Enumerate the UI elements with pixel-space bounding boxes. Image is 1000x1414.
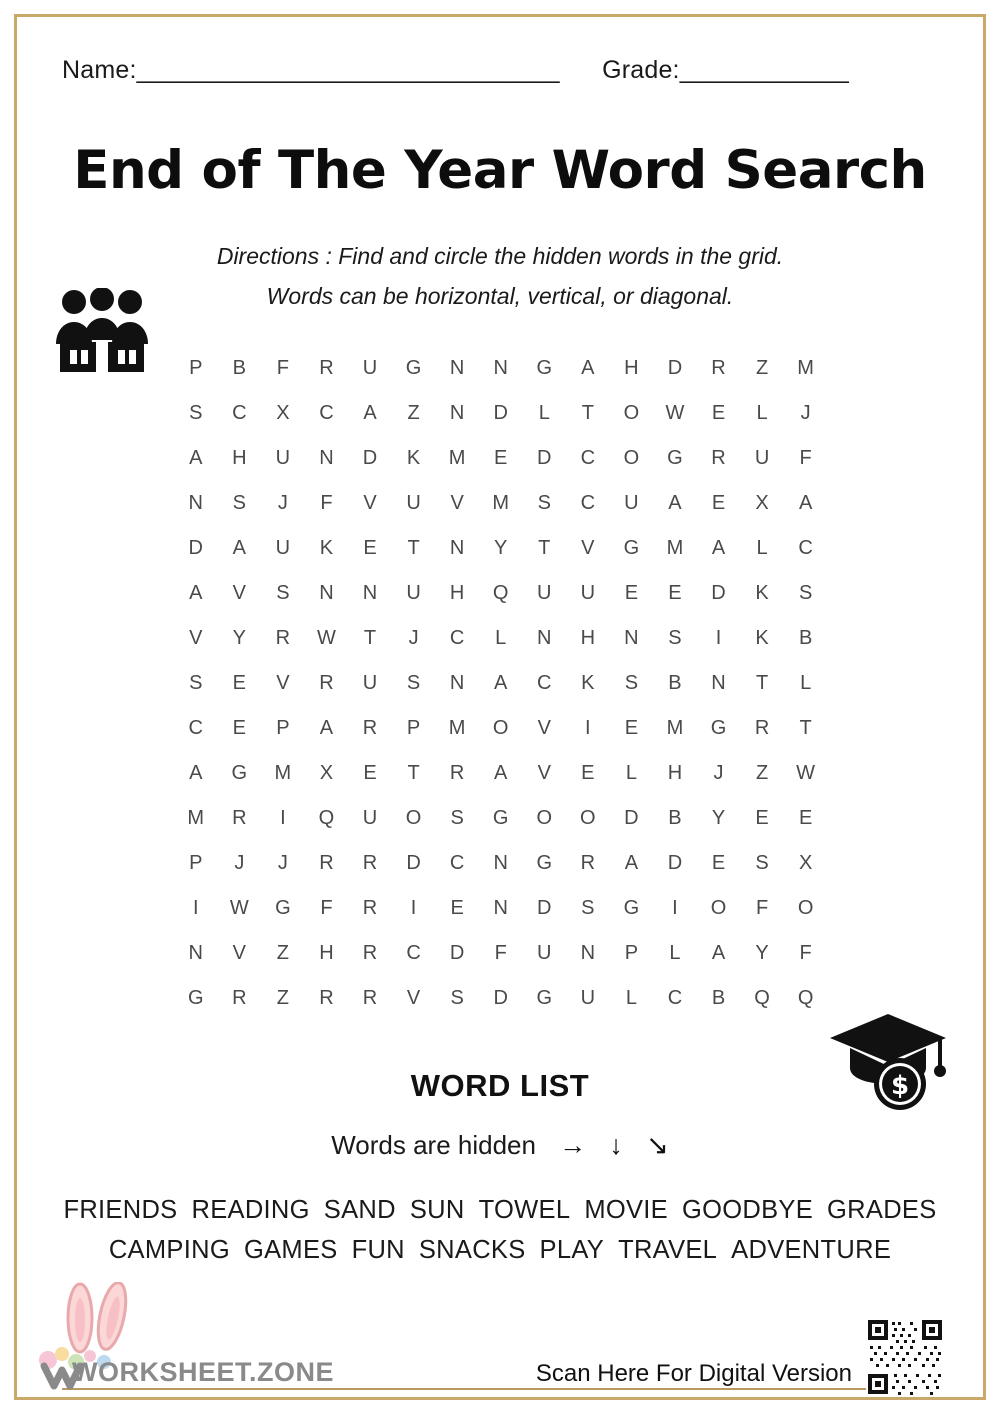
grid-row [176,796,826,841]
grid-cell[interactable]: L [669,942,681,964]
grid-cell[interactable]: Z [755,357,769,379]
grid-cell[interactable]: U [406,582,422,604]
grid-cell[interactable]: T [363,627,377,649]
word-list-item[interactable]: TOWEL [478,1196,571,1224]
arrow-diagonal-icon: ↘ [646,1130,669,1160]
word-list-item[interactable]: ADVENTURE [731,1236,892,1264]
grid-cell[interactable]: C [667,987,683,1009]
grid-cell[interactable]: U [275,537,291,559]
grid-cell[interactable]: M [492,492,510,514]
grid-cell[interactable]: C [537,672,552,694]
grid-cell[interactable]: N [188,942,204,964]
grid-cell[interactable]: D [493,402,509,424]
grid-cell[interactable]: G [536,852,553,874]
grid-cell[interactable]: N [493,357,509,379]
directions-line-1: Directions : Find and circle the hidden words in the grid. [216,243,784,269]
grid-cell[interactable]: F [799,942,813,964]
word-list-item[interactable]: FRIENDS [63,1196,178,1224]
grid-cell[interactable]: R [232,807,248,829]
qr-code[interactable] [866,1318,944,1396]
grid-cell[interactable]: W [229,897,250,919]
grid-cell[interactable]: M [797,357,815,379]
grid-cell[interactable]: Q [754,987,771,1009]
grid-cell[interactable]: D [537,897,552,919]
grid-cell[interactable]: A [668,492,683,514]
grid-cell[interactable]: B [711,987,726,1009]
grid-cell[interactable]: H [319,942,335,964]
grid-row [176,706,826,751]
grid-cell[interactable]: Z [276,942,290,964]
grid-cell[interactable]: R [319,852,335,874]
grid-cell[interactable]: L [625,762,638,784]
grid-cell[interactable]: S [668,627,683,649]
word-list-item[interactable]: GRADES [827,1196,937,1224]
grid-cell[interactable]: S [232,492,247,514]
grid-cell[interactable]: G [187,987,205,1009]
grid-cell[interactable]: R [711,357,727,379]
grid-cell[interactable]: S [189,672,203,694]
word-list-item[interactable]: SUN [409,1196,465,1224]
grid-cell[interactable]: V [450,492,465,514]
grid-cell[interactable]: X [755,492,770,514]
grid-cell[interactable]: W [665,402,685,424]
grid-cell[interactable]: J [277,492,289,514]
grid-row [176,346,826,391]
grid-cell[interactable]: O [536,807,553,829]
grid-cell[interactable]: R [362,942,378,964]
name-grade-row [62,56,938,85]
grid-cell[interactable]: L [495,627,507,649]
grid-cell[interactable]: R [711,447,727,469]
grid-cell[interactable]: J [713,762,724,784]
grid-cell[interactable]: R [449,762,465,784]
grid-cell[interactable]: R [362,987,378,1009]
grid-cell[interactable]: C [406,942,422,964]
grid-cell[interactable]: T [407,762,421,784]
grid-cell[interactable]: E [494,447,508,469]
grid-row [176,841,826,886]
grid-cell[interactable]: G [623,537,640,559]
grid-cell[interactable]: D [449,942,465,964]
page-title: End of The Year Word Search [73,140,927,201]
grid-cell[interactable]: A [624,852,639,874]
grid-cell[interactable]: M [187,807,205,829]
grid-row [176,931,826,976]
grid-cell[interactable]: U [754,447,770,469]
grid-cell[interactable]: Z [276,987,290,1009]
grid-cell[interactable]: M [666,717,684,739]
directions-line-2: Words can be horizontal, vertical, or diagonal. [266,283,734,309]
grid-cell[interactable]: J [408,627,420,649]
grid-cell[interactable]: N [319,447,335,469]
grid-row [176,886,826,931]
arrow-right-icon: → [559,1130,587,1160]
grid-cell[interactable]: J [277,852,289,874]
grid-cell[interactable]: P [189,357,203,379]
grid-cell[interactable]: G [536,357,553,379]
grid-cell[interactable]: M [274,762,292,784]
grid-cell[interactable]: Y [755,942,770,964]
grid-cell[interactable]: U [362,672,378,694]
grid-cell[interactable]: J [800,402,812,424]
grid-cell[interactable]: R [754,717,770,739]
grid-cell[interactable]: N [449,537,465,559]
grid-cell[interactable]: Z [755,762,769,784]
grid-cell[interactable]: A [232,537,247,559]
grid-cell[interactable]: D [362,447,378,469]
grid-cell[interactable]: S [450,807,465,829]
scan-instruction: Scan Here For Digital Version [535,1360,852,1387]
grid-cell[interactable]: S [406,672,421,694]
grid-cell[interactable]: U [406,492,422,514]
grid-cell[interactable]: U [275,447,291,469]
grid-cell[interactable]: O [580,807,597,829]
grid-cell[interactable]: B [668,672,683,694]
grid-cell[interactable]: L [625,987,638,1009]
grid-cell[interactable]: T [755,672,769,694]
grid-cell[interactable]: F [320,897,334,919]
grid-cell[interactable]: A [189,762,203,784]
grid-cell[interactable]: P [276,717,291,739]
word-list-item[interactable]: CAMPING [108,1236,230,1264]
grid-cell[interactable]: N [624,627,640,649]
grid-cell[interactable]: Y [232,627,247,649]
word-list-item[interactable]: MOVIE [584,1196,668,1224]
grid-cell[interactable]: C [580,492,596,514]
grid-cell[interactable]: H [449,582,465,604]
grid-cell[interactable]: V [581,537,595,559]
grid-cell[interactable]: R [319,357,335,379]
grid-row [176,661,826,706]
word-list-item[interactable]: GAMES [243,1236,338,1264]
grade-field-label[interactable]: Grade:____________ [602,56,849,84]
grid-cell[interactable]: A [189,447,203,469]
grid-cell[interactable]: E [450,897,465,919]
grid-cell[interactable]: C [449,627,465,649]
grid-cell[interactable]: D [667,357,683,379]
grid-cell[interactable]: M [448,447,466,469]
grid-cell[interactable]: K [319,537,334,559]
grid-cell[interactable]: U [624,492,640,514]
word-list-item[interactable]: GOODBYE [682,1196,814,1224]
grid-row [176,391,826,436]
grid-cell[interactable]: O [623,447,640,469]
grid-cell[interactable]: P [406,717,421,739]
grid-cell[interactable]: V [537,762,552,784]
grid-cell[interactable]: C [580,447,596,469]
grid-cell[interactable]: Q [797,987,814,1009]
grid-cell[interactable]: M [448,717,466,739]
grid-cell[interactable]: S [537,492,552,514]
grid-cell[interactable]: L [800,672,812,694]
grid-cell[interactable]: N [493,852,509,874]
grid-cell[interactable]: F [320,492,334,514]
grid-cell[interactable]: N [362,582,378,604]
grid-cell[interactable]: Q [492,582,509,604]
grid-cell[interactable]: E [581,762,595,784]
grid-cell[interactable]: A [189,582,203,604]
grid-cell[interactable]: N [580,942,596,964]
grid-cell[interactable]: F [494,942,508,964]
grid-cell[interactable]: A [319,717,334,739]
grid-cell[interactable]: E [624,717,639,739]
grid-cell[interactable]: I [410,897,417,919]
word-list-item[interactable]: SNACKS [418,1236,526,1264]
grid-cell[interactable]: F [799,447,813,469]
grid-cell[interactable]: W [796,762,816,784]
grid-cell[interactable]: E [668,582,683,604]
grid-cell[interactable]: S [276,582,291,604]
grid-cell[interactable]: E [711,402,726,424]
grid-cell[interactable]: S [798,582,813,604]
word-list-item[interactable]: PLAY [539,1236,605,1264]
grid-cell[interactable]: D [406,852,422,874]
grid-cell[interactable]: S [450,987,465,1009]
grid-cell[interactable]: V [363,492,378,514]
grid-cell[interactable]: C [319,402,335,424]
grid-cell[interactable]: R [362,897,378,919]
word-list [62,1190,938,1270]
grid-cell[interactable]: T [538,537,551,559]
grid-cell[interactable]: I [585,717,592,739]
grid-cell[interactable]: U [537,942,552,964]
grid-cell[interactable]: U [362,807,378,829]
grid-cell[interactable]: R [275,627,291,649]
grid-cell[interactable]: E [363,762,378,784]
grid-cell[interactable]: X [276,402,291,424]
grid-cell[interactable]: R [319,672,335,694]
name-field-label[interactable]: Name:______________________________ [62,56,560,84]
grid-cell[interactable]: H [232,447,248,469]
arrow-down-icon: ↓ [609,1130,623,1160]
grid-cell[interactable]: V [406,987,421,1009]
word-search-grid [176,346,826,1021]
grid-cell[interactable]: K [581,672,595,694]
grid-cell[interactable]: Z [407,402,421,424]
grid-cell[interactable]: E [232,672,247,694]
grid-row [176,751,826,796]
grid-cell[interactable]: A [711,537,726,559]
grid-cell[interactable]: H [667,762,683,784]
grid-cell[interactable]: L [756,402,769,424]
grid-cell[interactable]: Y [711,807,726,829]
grid-cell[interactable]: S [581,897,595,919]
grid-cell[interactable]: D [188,537,204,559]
grid-cell[interactable]: D [624,807,640,829]
grid-cell[interactable]: G [231,762,248,784]
grid-cell[interactable]: Y [494,537,508,559]
grid-cell[interactable]: X [319,762,334,784]
grid-cell[interactable]: K [755,627,770,649]
grid-cell[interactable]: S [189,402,203,424]
grid-cell[interactable]: R [362,717,378,739]
grid-cell[interactable]: A [711,942,726,964]
grid-cell[interactable]: V [189,627,203,649]
grid-cell[interactable]: J [234,852,245,874]
grid-cell[interactable]: G [492,807,509,829]
people-group-icon [50,288,154,374]
grid-cell[interactable]: Q [318,807,335,829]
grid-cell[interactable]: T [581,402,595,424]
grid-cell[interactable]: X [798,852,813,874]
grid-cell[interactable]: E [711,492,726,514]
grid-cell[interactable]: T [799,717,813,739]
grid-cell[interactable]: R [580,852,596,874]
grid-cell[interactable]: C [188,717,204,739]
grid-cell[interactable]: E [624,582,639,604]
grid-cell[interactable]: S [624,672,639,694]
grid-cell[interactable]: E [798,807,813,829]
grid-cell[interactable]: S [755,852,770,874]
grid-cell[interactable]: O [492,717,509,739]
grid-cell[interactable]: P [189,852,203,874]
grid-cell[interactable]: G [536,987,553,1009]
grid-row [176,481,826,526]
grid-cell[interactable]: N [711,672,727,694]
grid-cell[interactable]: O [797,897,814,919]
word-list-line-2 [62,1230,938,1270]
grid-cell[interactable]: M [666,537,684,559]
grid-cell[interactable]: N [449,672,465,694]
grid-cell[interactable]: P [624,942,639,964]
grid-cell[interactable]: G [667,447,684,469]
grid-cell[interactable]: H [624,357,640,379]
grid-cell[interactable]: G [405,357,422,379]
grid-row [176,976,826,1021]
word-list-item[interactable]: READING [191,1196,310,1224]
grid-cell[interactable]: B [232,357,247,379]
word-list-item[interactable]: TRAVEL [618,1236,718,1264]
grid-cell[interactable]: F [755,897,769,919]
grid-row [176,616,826,661]
grid-cell[interactable]: E [755,807,770,829]
grid-cell[interactable]: G [710,717,727,739]
grid-cell[interactable]: N [537,627,552,649]
grid-cell[interactable]: U [362,357,378,379]
grid-cell[interactable]: A [363,402,378,424]
grid-cell[interactable]: A [798,492,813,514]
grid-cell[interactable]: A [494,762,508,784]
grid-cell[interactable]: C [232,402,248,424]
grid-cell[interactable]: T [407,537,421,559]
grid-cell[interactable]: V [232,942,247,964]
hidden-note-text: Words are hidden [331,1130,536,1160]
hidden-directions-note [0,1130,1000,1161]
grid-cell[interactable]: B [668,807,683,829]
grid-cell[interactable]: V [232,582,247,604]
grid-cell[interactable]: A [581,357,595,379]
grid-cell[interactable]: O [623,402,640,424]
grid-cell[interactable]: N [319,582,335,604]
grid-cell[interactable]: N [449,402,465,424]
grid-cell[interactable]: D [667,852,683,874]
grid-cell[interactable]: L [538,402,551,424]
grid-cell[interactable]: I [192,897,200,919]
grid-cell[interactable]: R [319,987,335,1009]
grid-cell[interactable]: E [232,717,247,739]
grid-row [176,436,826,481]
grid-cell[interactable]: U [537,582,552,604]
grid-cell[interactable]: A [494,672,508,694]
grid-cell[interactable]: D [493,987,509,1009]
grid-cell[interactable]: E [711,852,726,874]
grid-cell[interactable]: F [276,357,290,379]
grid-cell[interactable]: O [405,807,422,829]
grid-cell[interactable]: R [362,852,378,874]
word-list-item[interactable]: FUN [351,1236,405,1264]
grid-cell[interactable]: R [232,987,248,1009]
word-list-heading: WORD LIST [410,1068,590,1103]
grid-cell[interactable]: B [798,627,813,649]
grid-cell[interactable]: N [449,357,465,379]
grid-cell[interactable]: I [280,807,287,829]
grid-cell[interactable]: C [449,852,465,874]
grid-cell[interactable]: O [710,897,727,919]
grid-cell[interactable]: G [623,897,640,919]
grid-cell[interactable]: D [711,582,727,604]
grid-cell[interactable]: N [493,897,509,919]
grid-cell[interactable]: L [756,537,769,559]
grid-cell[interactable]: C [798,537,814,559]
grid-cell[interactable]: U [580,987,596,1009]
grid-cell[interactable]: W [316,627,337,649]
grid-cell[interactable]: V [276,672,291,694]
grid-cell[interactable]: N [188,492,204,514]
grid-cell[interactable]: E [363,537,378,559]
grid-cell[interactable]: V [537,717,552,739]
grid-cell[interactable]: H [580,627,596,649]
logo-text: WORKSHEET.ZONE [72,1357,335,1387]
grid-cell[interactable]: I [715,627,722,649]
grid-row [176,526,826,571]
grid-cell[interactable]: U [580,582,596,604]
word-list-item[interactable]: SAND [323,1196,396,1224]
grid-cell[interactable]: K [406,447,421,469]
grid-cell[interactable]: D [537,447,552,469]
word-list-line-1 [62,1190,938,1230]
grid-cell[interactable]: I [672,897,679,919]
grid-row [176,571,826,616]
grid-cell[interactable]: G [275,897,292,919]
grid-cell[interactable]: K [755,582,770,604]
svg-text:$: $ [890,1071,910,1101]
